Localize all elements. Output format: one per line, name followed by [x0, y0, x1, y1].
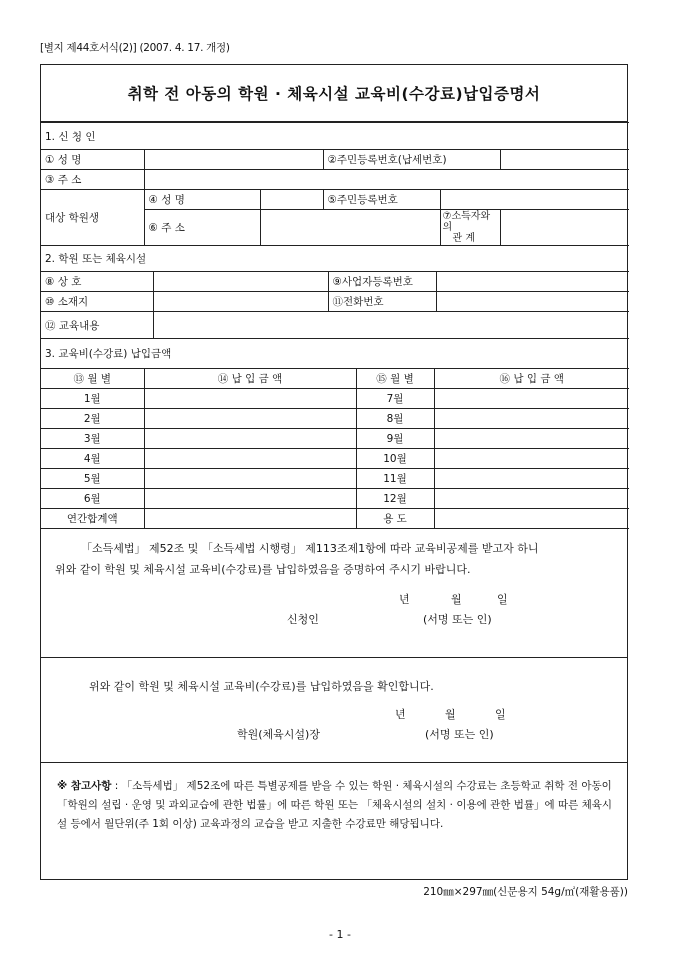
- bizno-field[interactable]: [436, 272, 629, 292]
- month-right-amount[interactable]: [434, 429, 629, 449]
- note-mark: ※ 참고사항: [57, 780, 112, 792]
- content-label: ⑫ 교육내용: [41, 312, 153, 339]
- request-statement: [41, 529, 627, 658]
- month-row: [41, 429, 629, 449]
- statement-year: 년: [399, 593, 410, 606]
- phone-field[interactable]: [436, 292, 629, 312]
- month-row: [41, 469, 629, 489]
- applicant-sign-field[interactable]: (서명 또는 인): [423, 613, 492, 626]
- applicant-section: [41, 122, 629, 246]
- month-right-amount[interactable]: [434, 409, 629, 429]
- month-left-label: 5월: [41, 469, 144, 489]
- student-name-label: ④ 성 명: [144, 190, 260, 210]
- applicant-sign-label: 신청인: [287, 613, 319, 626]
- month-left-label: 2월: [41, 409, 144, 429]
- form-header-note: [별지 제44호서식(2)] (2007. 4. 17. 개정): [40, 42, 230, 54]
- month-right-label: 8월: [356, 409, 434, 429]
- relation-label-line1: ⑦소득자와의: [442, 211, 491, 233]
- month-left-amount[interactable]: [144, 489, 356, 509]
- month-left-amount[interactable]: [144, 389, 356, 409]
- month-left-amount[interactable]: [144, 449, 356, 469]
- month-row: [41, 489, 629, 509]
- confirm-month: 월: [445, 708, 456, 721]
- section2-heading: 2. 학원 또는 체육시설: [41, 245, 629, 272]
- month-row: [41, 389, 629, 409]
- bizno-label: ⑨사업자등록번호: [328, 272, 436, 292]
- section3-heading: 3. 교육비(수강료) 납입금액: [41, 338, 629, 369]
- month-col-header: ⑬ 월 별: [41, 369, 144, 389]
- total-field[interactable]: [144, 509, 356, 529]
- page-number: - 1 -: [329, 928, 351, 941]
- student-address-field[interactable]: [260, 210, 440, 246]
- statement-line2: 위와 같이 학원 및 체육시설 교육비(수강료)를 납입하였음을 증명하여 주시기 바랍니다.: [55, 563, 471, 576]
- applicant-rrn-label: ②주민등록번호(납세번호): [323, 150, 500, 170]
- amount-col-header: ⑭ 납 입 금 액: [144, 369, 356, 389]
- month-row: [41, 409, 629, 429]
- form-title: 취학 전 아동의 학원 · 체육시설 교육비(수강료)납입증명서: [41, 65, 627, 122]
- confirm-statement: [41, 658, 627, 763]
- student-rrn-label: ⑤주민등록번호: [323, 190, 440, 210]
- month-right-amount[interactable]: [434, 489, 629, 509]
- statement-month: 월: [451, 593, 462, 606]
- student-label: 대상 학원생: [41, 190, 144, 246]
- statement-line1: 「소득세법」 제52조 및 「소득세법 시행령」 제113조제1항에 따라 교육비공제를 받고자 하니: [81, 542, 539, 555]
- student-address-label: ⑥ 주 소: [144, 210, 260, 246]
- month-right-label: 10월: [356, 449, 434, 469]
- month2-col-header: ⑮ 월 별: [356, 369, 434, 389]
- payment-section: [41, 338, 629, 529]
- applicant-name-label: ① 성 명: [41, 150, 144, 170]
- reference-note: [41, 763, 627, 869]
- head-sign-field[interactable]: (서명 또는 인): [425, 728, 494, 741]
- month-right-label: 7월: [356, 389, 434, 409]
- month-left-amount[interactable]: [144, 429, 356, 449]
- company-label: ⑧ 상 호: [41, 272, 153, 292]
- statement-day: 일: [497, 593, 508, 606]
- month-right-label: 9월: [356, 429, 434, 449]
- section1-heading: 1. 신 청 인: [41, 123, 629, 150]
- applicant-address-label: ③ 주 소: [41, 170, 144, 190]
- usage-field[interactable]: [434, 509, 629, 529]
- confirm-line: 위와 같이 학원 및 체육시설 교육비(수강료)를 납입하였음을 확인합니다.: [89, 680, 434, 693]
- relation-label-line2: 관 계: [452, 233, 475, 244]
- paper-spec: 210㎜×297㎜(신문용지 54g/㎡(재활용품)): [423, 886, 628, 898]
- month-row: [41, 449, 629, 469]
- head-sign-label: 학원(체육시설)장: [237, 728, 320, 741]
- month-left-amount[interactable]: [144, 469, 356, 489]
- company-field[interactable]: [153, 272, 328, 292]
- relation-label: [440, 210, 500, 246]
- applicant-address-field[interactable]: [144, 170, 629, 190]
- month-right-label: 11월: [356, 469, 434, 489]
- applicant-rrn-field[interactable]: [500, 150, 629, 170]
- month-right-amount[interactable]: [434, 389, 629, 409]
- certificate-form: [40, 64, 628, 880]
- month-left-label: 1월: [41, 389, 144, 409]
- relation-field[interactable]: [500, 210, 629, 246]
- usage-label: 용 도: [356, 509, 434, 529]
- phone-label: ⑪전화번호: [328, 292, 436, 312]
- month-right-amount[interactable]: [434, 469, 629, 489]
- month-left-label: 4월: [41, 449, 144, 469]
- amount2-col-header: ⑯ 납 입 금 액: [434, 369, 629, 389]
- month-right-amount[interactable]: [434, 449, 629, 469]
- month-left-amount[interactable]: [144, 409, 356, 429]
- location-label: ⑩ 소재지: [41, 292, 153, 312]
- student-name-field[interactable]: [260, 190, 323, 210]
- location-field[interactable]: [153, 292, 328, 312]
- month-left-label: 3월: [41, 429, 144, 449]
- month-left-label: 6월: [41, 489, 144, 509]
- confirm-year: 년: [395, 708, 406, 721]
- note-text: : 「소득세법」 제52조에 따른 특별공제를 받을 수 있는 학원 · 체육시설의 수강료는 초등학교 취학 전 아동이 「학원의 설립 · 운영 및 과외교습에 관한 법률」에 따른 학원 또는 「체육시설의 설치 · 이용에 관한 법률」에 따른 체육시설 등에서 월단위(주 1회 이상) 교육과정의 교습을 받고 지출한 수강료만 해당됩니다.: [57, 780, 613, 830]
- month-right-label: 12월: [356, 489, 434, 509]
- confirm-day: 일: [495, 708, 506, 721]
- total-label: 연간합계액: [41, 509, 144, 529]
- facility-section: [41, 245, 629, 339]
- content-field[interactable]: [153, 312, 629, 339]
- applicant-name-field[interactable]: [144, 150, 323, 170]
- student-rrn-field[interactable]: [440, 190, 629, 210]
